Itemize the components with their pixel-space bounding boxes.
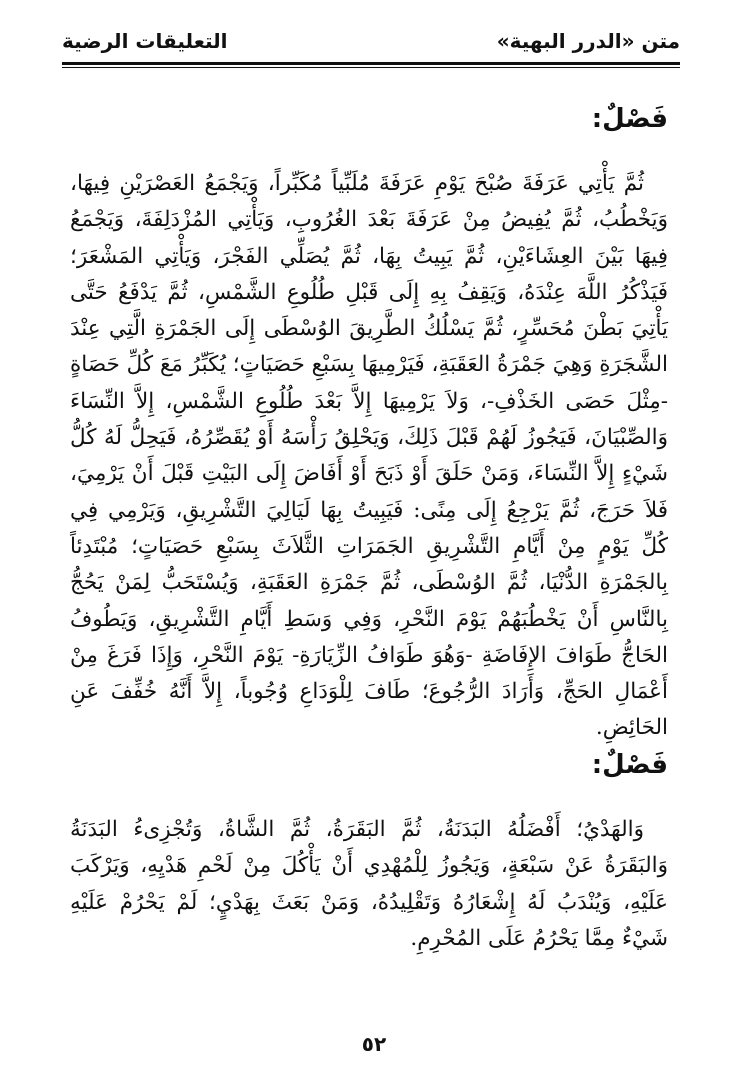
section-heading-1: فَصْلٌ:: [591, 104, 668, 134]
section-heading-2: فَصْلٌ:: [591, 750, 668, 780]
header-rule-thin: [62, 67, 680, 68]
section-body-2: [70, 812, 668, 957]
header-book-title: متن «الدرر البهية»: [496, 29, 680, 53]
page-number: ٥٢: [361, 1032, 387, 1056]
header-rule-thick: [62, 62, 680, 65]
running-header: [62, 24, 680, 58]
section-body-1: [70, 166, 668, 747]
header-commentary-title: التعليقات الرضية: [62, 29, 228, 53]
paragraph-1: ثُمَّ يَأْتِي عَرَفَةَ صُبْحَ يَوْمِ عَرَفَةَ مُلَبِّياً مُكَبِّراً، وَيَجْمَعُ العَصْرَيْنِ فِيهَا، وَيَخْطُبُ، ثُمَّ يُفِيضُ مِنْ عَرَفَةَ بَعْدَ الغُرُوبِ، وَيَأْتِي المُزْدَلِفَةَ، وَيَجْمَعُ فِيهَا بَيْنَ العِشَاءَيْنِ، ثُمَّ يَبِيتُ بِهَا، ثُمَّ يُصَلِّي الفَجْرَ، وَيَأْتِي المَشْعَرَ؛ فَيَذْكُرُ اللَّهَ عِنْدَهُ، وَيَقِفُ بِهِ إِلَى قَبْلِ طُلُوعِ الشَّمْسِ، ثُمَّ يَدْفَعُ حَتَّى يَأْتِيَ بَطْنَ مُحَسِّرٍ، ثُمَّ يَسْلُكُ الطَّرِيقَ الوُسْطَى إِلَى الجَمْرَةِ الَّتِي عِنْدَ الشَّجَرَةِ وَهِيَ جَمْرَةُ العَقَبَةِ، فَيَرْمِيهَا بِسَبْعِ حَصَيَاتٍ؛ يُكَبِّرُ مَعَ كُلِّ حَصَاةٍ -مِثْلَ حَصَى الخَذْفِ-، وَلاَ يَرْمِيهَا إِلاَّ بَعْدَ طُلُوعِ الشَّمْسِ، إِلاَّ النِّسَاءَ وَالصِّبْيَانَ، فَيَجُوزُ لَهُمْ قَبْلَ ذَلِكَ، وَيَحْلِقُ رَأْسَهُ أَوْ يُقَصِّرُهُ، فَيَحِلُّ لَهُ كُلُّ شَيْءٍ إِلاَّ النِّسَاءَ، وَمَنْ حَلَقَ أَوْ ذَبَحَ أَوْ أَفَاضَ إِلَى البَيْتِ قَبْلَ أَنْ يَرْمِيَ، فَلاَ حَرَجَ، ثُمَّ يَرْجِعُ إِلَى مِنًى: فَيَبِيتُ بِهَا لَيَالِيَ التَّشْرِيقِ، وَيَرْمِي فِي كُلِّ يَوْمٍ مِنْ أَيَّامِ التَّشْرِيقِ الجَمَرَاتِ الثَّلاَثَ بِسَبْعِ حَصَيَاتٍ؛ مُبْتَدِئاً بِالجَمْرَةِ الدُّنْيَا، ثُمَّ الوُسْطَى، ثُمَّ جَمْرَةِ العَقَبَةِ، وَيُسْتَحَبُّ لِمَنْ يَحُجُّ بِالنَّاسِ أَنْ يَخْطُبَهُمْ يَوْمَ النَّحْرِ، وَفِي وَسَطِ أَيَّامِ التَّشْرِيقِ، وَيَطُوفُ الحَاجُّ طَوَافَ الإِفَاضَةِ -وَهُوَ طَوَافُ الزِّيَارَةِ- يَوْمَ النَّحْرِ، وَإِذَا فَرَغَ مِنْ أَعْمَالِ الحَجِّ، وَأَرَادَ الرُّجُوعَ؛ طَافَ لِلْوَدَاعِ وُجُوباً، إِلاَّ أَنَّهُ خُفِّفَ عَنِ الحَائِضِ.: [70, 171, 668, 741]
paragraph-2: وَالهَدْيُ؛ أَفْضَلُهُ البَدَنَةُ، ثُمَّ البَقَرَةُ، ثُمَّ الشَّاةُ، وَتُجْزِىءُ البَدَنَةُ وَالبَقَرَةُ عَنْ سَبْعَةٍ، وَيَجُوزُ لِلْمُهْدِي أَنْ يَأْكُلَ مِنْ لَحْمِ هَدْيِهِ، وَيَرْكَبَ عَلَيْهِ، وَيُنْدَبُ لَهُ إِشْعَارُهُ وَتَقْلِيدُهُ، وَمَنْ بَعَثَ بِهَدْيٍ؛ لَمْ يَحْرُمْ عَلَيْهِ شَيْءٌ مِمَّا يَحْرُمُ عَلَى المُحْرِمِ.: [70, 817, 668, 951]
